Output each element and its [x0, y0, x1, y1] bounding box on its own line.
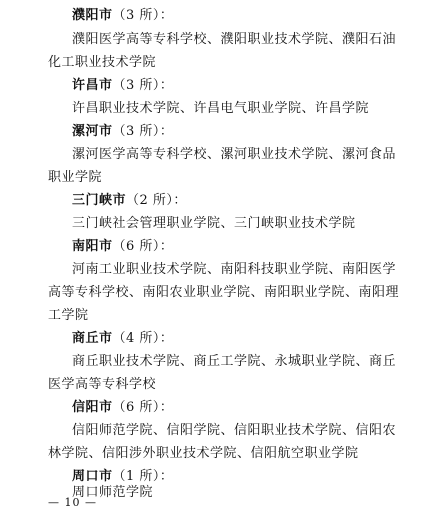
school-count: （6 所）：	[112, 400, 174, 415]
section-heading-puyang	[72, 8, 173, 24]
school-list-line: 许昌职业技术学院、许昌电气职业学院、许昌学院	[72, 101, 370, 116]
school-list-line: 林学院、信阳涉外职业技术学院、信阳航空职业学院	[48, 446, 359, 461]
school-list-line: 工学院	[48, 308, 89, 323]
school-list-line: 河南工业职业技术学院、南阳科技职业学院、南阳医学	[72, 262, 397, 277]
school-count: （6 所）：	[112, 239, 174, 254]
city-name: 许昌市	[72, 78, 113, 93]
school-count: （4 所）：	[112, 331, 174, 346]
school-count: （3 所）：	[112, 8, 174, 23]
city-name: 南阳市	[72, 239, 113, 254]
school-count: （1 所）：	[112, 469, 174, 484]
school-list-line: 濮阳医学高等专科学校、濮阳职业技术学院、濮阳石油	[72, 32, 397, 47]
school-count: （3 所）：	[112, 78, 174, 93]
school-list-line: 商丘职业技术学院、商丘工学院、永城职业学院、商丘	[72, 354, 397, 369]
school-list-line: 信阳师范学院、信阳学院、信阳职业技术学院、信阳农	[72, 423, 397, 438]
section-heading-luohe	[72, 124, 173, 140]
section-heading-xuchang	[72, 78, 173, 94]
section-heading-nanyang	[72, 239, 173, 255]
section-heading-xinyang	[72, 400, 173, 416]
school-list-line: 职业学院	[48, 170, 103, 185]
school-list-line: 三门峡社会管理职业学院、三门峡职业技术学院	[72, 216, 356, 231]
page-number: — 10 —	[48, 496, 97, 509]
city-name: 漯河市	[72, 124, 113, 139]
city-name: 三门峡市	[72, 193, 127, 208]
school-list-line: 漯河医学高等专科学校、漯河职业技术学院、漯河食品	[72, 147, 397, 162]
school-list-line: 化工职业技术学院	[48, 55, 157, 70]
school-list-line: 医学高等专科学校	[48, 377, 157, 392]
city-name: 濮阳市	[72, 8, 113, 23]
section-heading-shangqiu	[72, 331, 173, 347]
school-list-line: 高等专科学校、南阳农业职业学院、南阳职业学院、南阳理	[48, 285, 400, 300]
school-count: （2 所）：	[126, 193, 187, 208]
section-heading-sanmenxia	[72, 193, 187, 209]
city-name: 信阳市	[72, 400, 113, 415]
section-heading-zhoukou	[72, 469, 173, 485]
school-count: （3 所）：	[112, 124, 174, 139]
city-name: 周口市	[72, 469, 113, 484]
city-name: 商丘市	[72, 331, 113, 346]
school-list-line: 周口师范学院	[72, 485, 154, 500]
